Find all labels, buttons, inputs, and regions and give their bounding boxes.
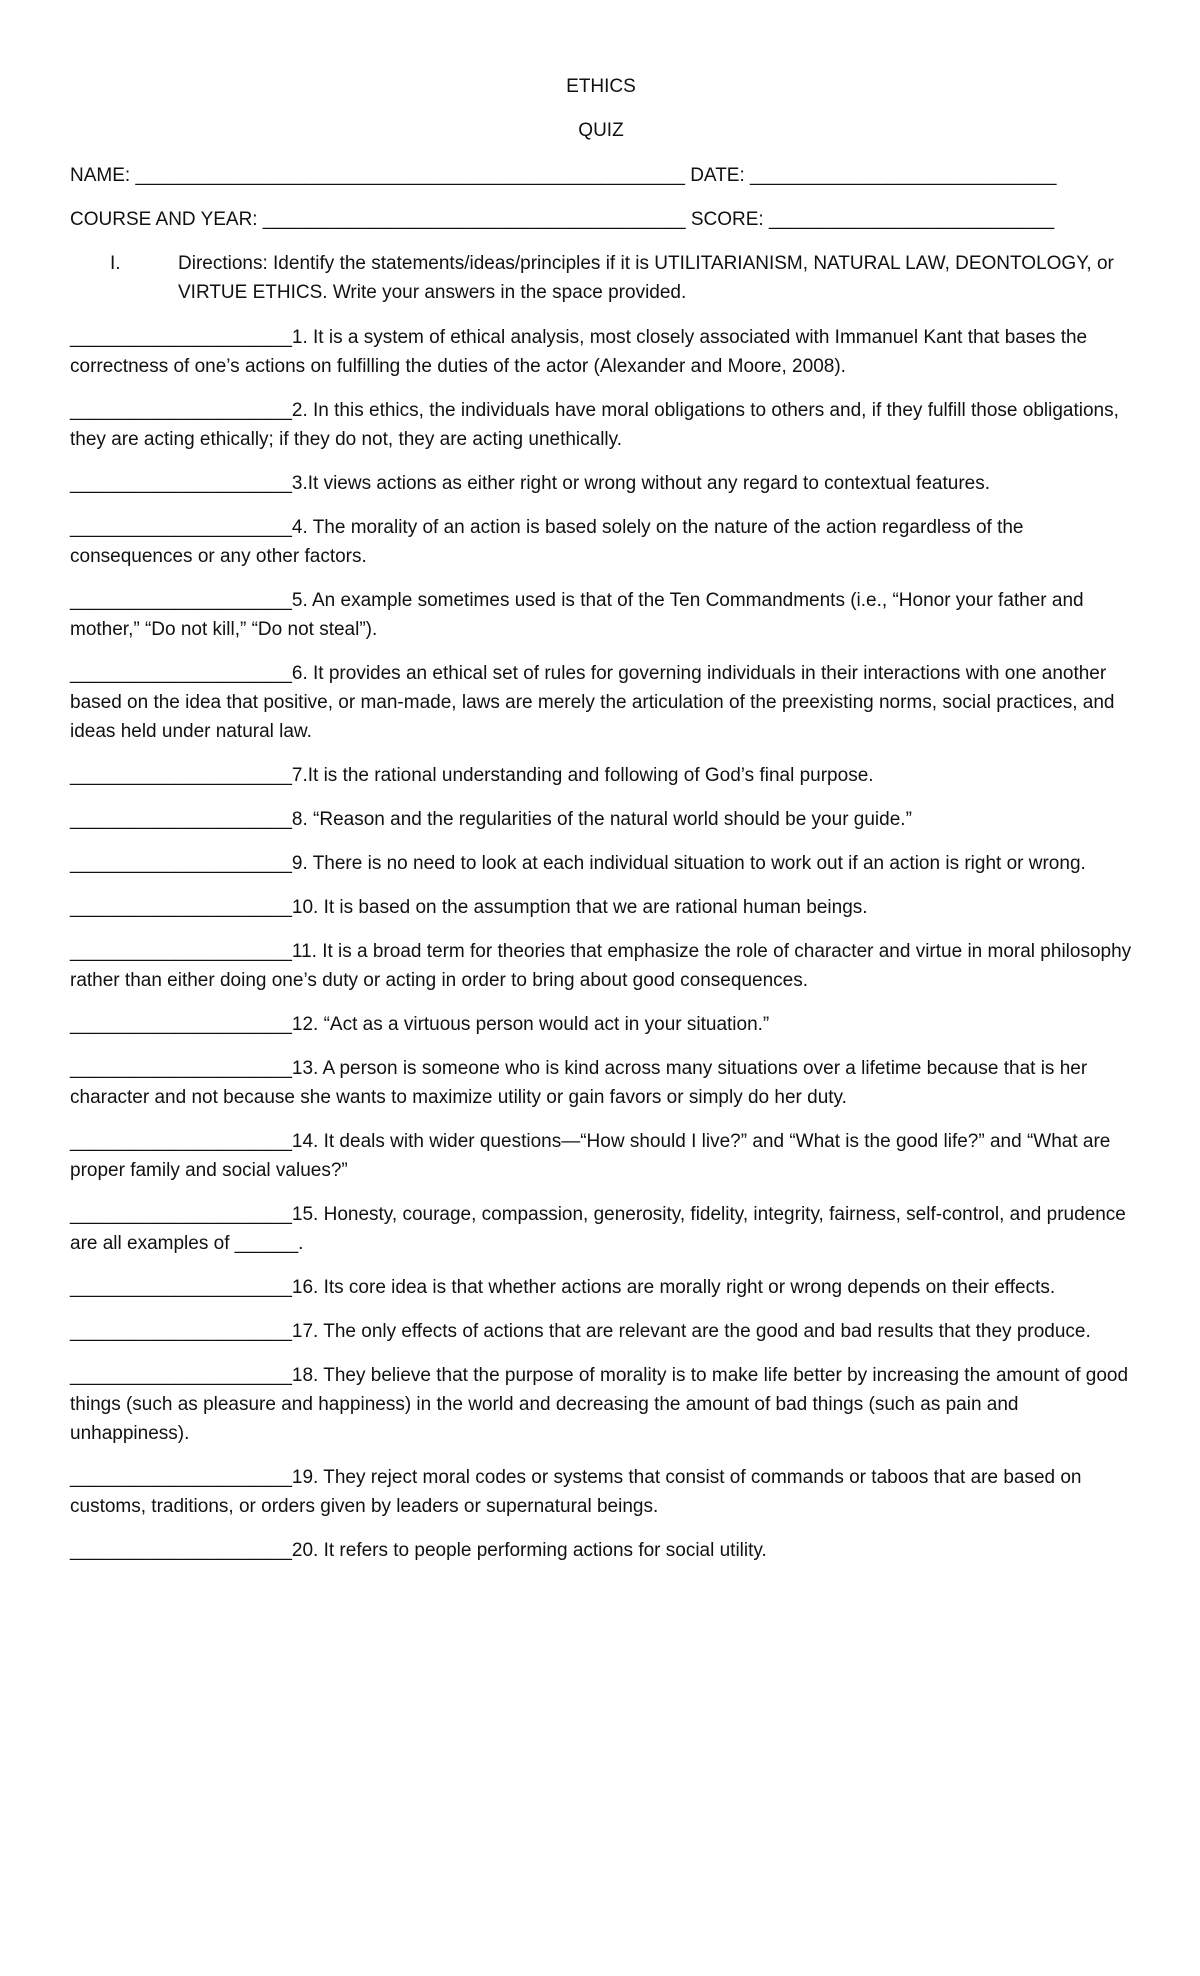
answer-blank: _____________________ (70, 897, 292, 918)
directions-block (70, 249, 1132, 307)
question-text: 13. A person is someone who is kind across many situations over a lifetime because that is her character and not because she wants to maximize utility or gain favors or simply do her duty. (70, 1058, 1088, 1108)
question-item (70, 805, 1132, 834)
answer-blank: _____________________ (70, 941, 292, 962)
answer-blank: _____________________ (70, 809, 292, 830)
question-text: 18. They believe that the purpose of morality is to make life better by increasing the amount of good things (such as pleasure and happiness) in the world and decreasing the amount of bad things (such as pain and unhappiness). (70, 1365, 1129, 1444)
question-text: 6. It provides an ethical set of rules for governing individuals in their interactions with one another based on the idea that positive, or man-made, laws are merely the articulation of the preexisting norms, social practices, and ideas held under natural law. (70, 663, 1115, 742)
question-item (70, 1054, 1132, 1112)
page-subtitle: QUIZ (578, 120, 624, 141)
question-item (70, 469, 1132, 498)
answer-blank: _____________________ (70, 327, 292, 348)
answer-blank: _____________________ (70, 517, 292, 538)
question-text: 3.It views actions as either right or wrong without any regard to contextual features. (291, 473, 990, 494)
question-item (70, 659, 1132, 746)
question-list (70, 323, 1132, 1565)
answer-blank: _____________________ (70, 1540, 292, 1561)
answer-blank: _____________________ (70, 765, 292, 786)
question-text: 15. Honesty, courage, compassion, generosity, fidelity, integrity, fairness, self-control, and prudence are all examples of ______. (70, 1204, 1126, 1254)
question-item (70, 1273, 1132, 1302)
question-text: 8. “Reason and the regularities of the natural world should be your guide.” (291, 809, 912, 830)
section-numeral: I. (110, 253, 121, 274)
answer-blank: _____________________ (70, 1014, 292, 1035)
answer-blank: _____________________ (70, 1365, 292, 1386)
question-item (70, 1317, 1132, 1346)
question-item (70, 893, 1132, 922)
question-text: 2. In this ethics, the individuals have moral obligations to others and, if they fulfill those obligations, they are acting ethically; if they do not, they are acting unethically. (70, 400, 1119, 450)
answer-blank: _____________________ (70, 400, 292, 421)
answer-blank: _____________________ (70, 473, 292, 494)
question-item (70, 849, 1132, 878)
question-text: 11. It is a broad term for theories that emphasize the role of character and virtue in moral philosophy rather than either doing one’s duty or acting in order to bring about good consequences. (70, 941, 1132, 991)
question-text: 10. It is based on the assumption that we are rational human beings. (291, 897, 868, 918)
question-text: 16. Its core idea is that whether actions are morally right or wrong depends on their effects. (291, 1277, 1056, 1298)
question-text: 20. It refers to people performing actions for social utility. (291, 1540, 767, 1561)
question-text: 7.It is the rational understanding and following of God’s final purpose. (291, 765, 874, 786)
question-item (70, 1127, 1132, 1185)
question-text: 1. It is a system of ethical analysis, most closely associated with Immanuel Kant that bases the correctness of one’s actions on fulfilling the duties of the actor (Alexander and Moore, 2008). (70, 327, 1088, 377)
question-text: 4. The morality of an action is based solely on the nature of the action regardless of the consequences or any other factors. (70, 517, 1024, 567)
question-item (70, 586, 1132, 644)
question-item (70, 1536, 1132, 1565)
page-title: ETHICS (566, 76, 636, 97)
answer-blank: _____________________ (70, 1277, 292, 1298)
question-item (70, 1200, 1132, 1258)
question-item (70, 761, 1132, 790)
answer-blank: _____________________ (70, 590, 292, 611)
course-score-line: COURSE AND YEAR: ________________________________________ SCORE: ___________________________ (70, 209, 1055, 230)
question-item (70, 1361, 1132, 1448)
answer-blank: _____________________ (70, 1204, 292, 1225)
question-text: 12. “Act as a virtuous person would act in your situation.” (291, 1014, 770, 1035)
question-item (70, 1463, 1132, 1521)
question-item (70, 937, 1132, 995)
question-text: 14. It deals with wider questions—“How should I live?” and “What is the good life?” and “What are proper family and social values?” (70, 1131, 1111, 1181)
question-item (70, 323, 1132, 381)
question-text: 19. They reject moral codes or systems that consist of commands or taboos that are based on customs, traditions, or orders given by leaders or supernatural beings. (70, 1467, 1082, 1517)
answer-blank: _____________________ (70, 663, 292, 684)
question-item (70, 513, 1132, 571)
answer-blank: _____________________ (70, 1058, 292, 1079)
question-item (70, 1010, 1132, 1039)
question-text: 9. There is no need to look at each individual situation to work out if an action is right or wrong. (291, 853, 1086, 874)
question-text: 17. The only effects of actions that are relevant are the good and bad results that they produce. (291, 1321, 1091, 1342)
directions-text: Directions: Identify the statements/ideas/principles if it is UTILITARIANISM, NATURAL LAW, DEONTOLOGY, or VIRTUE ETHICS. Write your answers in the space provided. (178, 253, 1114, 303)
answer-blank: _____________________ (70, 1131, 292, 1152)
answer-blank: _____________________ (70, 853, 292, 874)
question-text: 5. An example sometimes used is that of the Ten Commandments (i.e., “Honor your father and mother,” “Do not kill,” “Do not steal”). (70, 590, 1084, 640)
answer-blank: _____________________ (70, 1467, 292, 1488)
question-item (70, 396, 1132, 454)
name-date-line: NAME: ____________________________________________________ DATE: _____________________________ (70, 165, 1057, 186)
answer-blank: _____________________ (70, 1321, 292, 1342)
